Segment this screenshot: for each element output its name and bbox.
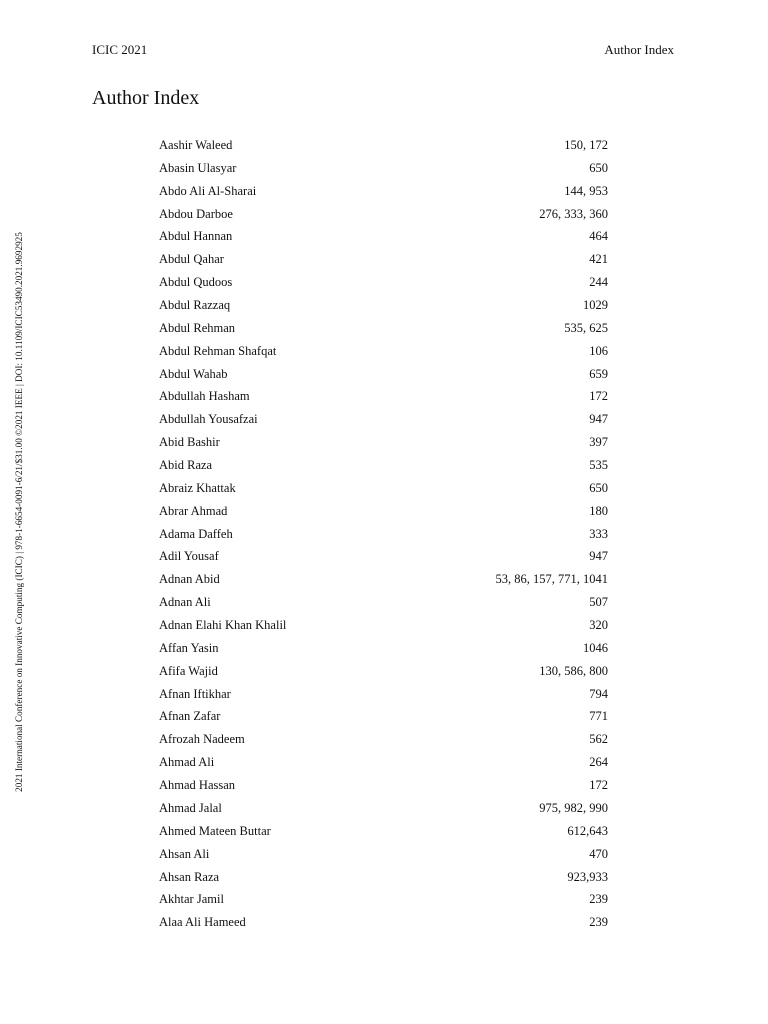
list-item bbox=[159, 180, 608, 203]
list-item bbox=[159, 820, 608, 843]
author-pages: 421 bbox=[589, 252, 608, 267]
list-item bbox=[159, 317, 608, 340]
author-name: Afnan Iftikhar bbox=[159, 686, 231, 701]
author-name: Abdul Rehman bbox=[159, 320, 236, 335]
list-item bbox=[159, 454, 608, 477]
list-item bbox=[159, 248, 608, 271]
author-name: Alaa Ali Hameed bbox=[159, 915, 246, 930]
author-pages: 470 bbox=[589, 846, 608, 861]
list-item bbox=[159, 431, 608, 454]
author-name: Adnan Abid bbox=[159, 572, 220, 587]
list-item bbox=[159, 408, 608, 431]
author-pages: 650 bbox=[589, 160, 608, 175]
author-name: Abid Raza bbox=[159, 458, 213, 473]
author-name: Abdul Razzaq bbox=[159, 298, 231, 313]
author-pages: 264 bbox=[589, 755, 608, 770]
author-pages: 947 bbox=[589, 412, 608, 427]
list-item bbox=[159, 385, 608, 408]
side-note-text: 2021 International Conference on Innovative Computing (ICIC) | 978-1-6654-0091-6/21/$31.00 ©2021 IEEE | DOI: 10.1109/ICIC53490.2021.9692925 bbox=[14, 232, 24, 792]
author-pages: 535 bbox=[589, 458, 608, 473]
author-name: Abdou Darboe bbox=[159, 206, 233, 221]
author-pages: 923,933 bbox=[567, 869, 608, 884]
list-item bbox=[159, 294, 608, 317]
author-pages: 180 bbox=[589, 503, 608, 518]
author-pages: 150, 172 bbox=[564, 138, 608, 152]
list-item bbox=[159, 888, 608, 911]
author-name: Abrar Ahmad bbox=[159, 503, 228, 518]
author-name: Ahmad Hassan bbox=[159, 778, 236, 793]
author-name: Adnan Elahi Khan Khalil bbox=[159, 618, 287, 633]
author-name: Afnan Zafar bbox=[159, 709, 221, 724]
author-pages: 172 bbox=[589, 389, 608, 404]
list-item bbox=[159, 477, 608, 500]
list-item bbox=[159, 660, 608, 683]
list-item bbox=[159, 225, 608, 248]
author-pages: 172 bbox=[589, 778, 608, 793]
author-pages: 397 bbox=[589, 435, 608, 450]
author-pages: 650 bbox=[589, 480, 608, 495]
running-header-conference: ICIC 2021 bbox=[92, 42, 148, 57]
author-name: Afifa Wajid bbox=[159, 663, 218, 678]
author-name: Ahmad Jalal bbox=[159, 800, 222, 815]
author-name: Abdul Qudoos bbox=[159, 275, 233, 290]
list-item bbox=[159, 637, 608, 660]
author-name: Ahsan Raza bbox=[159, 869, 220, 884]
author-pages: 239 bbox=[589, 892, 608, 907]
list-item bbox=[159, 363, 608, 386]
author-pages: 771 bbox=[589, 709, 608, 724]
author-pages: 106 bbox=[589, 343, 608, 358]
author-pages: 244 bbox=[589, 275, 608, 290]
author-name: Abraiz Khattak bbox=[159, 480, 236, 495]
author-pages: 794 bbox=[589, 686, 608, 701]
author-name: Afrozah Nadeem bbox=[159, 732, 245, 747]
list-item bbox=[159, 157, 608, 180]
author-pages: 130, 586, 800 bbox=[539, 663, 608, 678]
list-item bbox=[159, 545, 608, 568]
author-pages: 320 bbox=[589, 618, 608, 633]
author-pages: 562 bbox=[589, 732, 608, 747]
author-name: Akhtar Jamil bbox=[159, 892, 224, 907]
author-name: Affan Yasin bbox=[159, 640, 219, 655]
author-pages: 975, 982, 990 bbox=[539, 800, 608, 815]
author-name: Abdullah Hasham bbox=[159, 389, 250, 404]
list-item bbox=[159, 911, 608, 934]
author-pages: 1029 bbox=[583, 298, 608, 313]
author-pages: 464 bbox=[589, 229, 608, 244]
author-name: Abdul Rehman Shafqat bbox=[159, 343, 277, 358]
author-name: Abdul Hannan bbox=[159, 229, 233, 244]
author-name: Abid Bashir bbox=[159, 435, 220, 450]
running-header-section: Author Index bbox=[604, 42, 674, 57]
list-item bbox=[159, 728, 608, 751]
list-item bbox=[159, 774, 608, 797]
author-pages: 276, 333, 360 bbox=[539, 206, 608, 221]
author-name: Ahmad Ali bbox=[159, 755, 215, 770]
list-item bbox=[159, 797, 608, 820]
author-name: Abdullah Yousafzai bbox=[159, 412, 258, 427]
list-item bbox=[159, 340, 608, 363]
author-name: Ahmed Mateen Buttar bbox=[159, 823, 271, 838]
author-pages: 239 bbox=[589, 915, 608, 930]
author-pages: 333 bbox=[589, 526, 608, 541]
list-item bbox=[159, 271, 608, 294]
author-name: Aashir Waleed bbox=[159, 138, 233, 152]
author-name: Abasin Ulasyar bbox=[159, 160, 237, 175]
list-item bbox=[159, 866, 608, 889]
list-item bbox=[159, 614, 608, 637]
list-item bbox=[159, 500, 608, 523]
list-item bbox=[159, 843, 608, 866]
author-pages: 535, 625 bbox=[564, 320, 608, 335]
author-name: Abdul Wahab bbox=[159, 366, 228, 381]
list-item bbox=[159, 203, 608, 226]
author-pages: 659 bbox=[589, 366, 608, 381]
list-item bbox=[159, 134, 608, 157]
list-item bbox=[159, 683, 608, 706]
list-item bbox=[159, 591, 608, 614]
list-item bbox=[159, 705, 608, 728]
author-pages: 612,643 bbox=[567, 823, 608, 838]
author-name: Adil Yousaf bbox=[159, 549, 219, 564]
author-name: Adnan Ali bbox=[159, 595, 211, 610]
author-pages: 1046 bbox=[583, 640, 608, 655]
author-pages: 53, 86, 157, 771, 1041 bbox=[495, 572, 608, 587]
page-title: Author Index bbox=[92, 87, 200, 109]
list-item bbox=[159, 751, 608, 774]
author-name: Abdul Qahar bbox=[159, 252, 224, 267]
author-pages: 144, 953 bbox=[564, 183, 608, 198]
author-index-list bbox=[159, 134, 608, 934]
author-name: Ahsan Ali bbox=[159, 846, 210, 861]
author-pages: 507 bbox=[589, 595, 608, 610]
list-item bbox=[159, 568, 608, 591]
author-pages: 947 bbox=[589, 549, 608, 564]
author-name: Adama Daffeh bbox=[159, 526, 233, 541]
list-item bbox=[159, 523, 608, 546]
author-name: Abdo Ali Al-Sharai bbox=[159, 183, 257, 198]
